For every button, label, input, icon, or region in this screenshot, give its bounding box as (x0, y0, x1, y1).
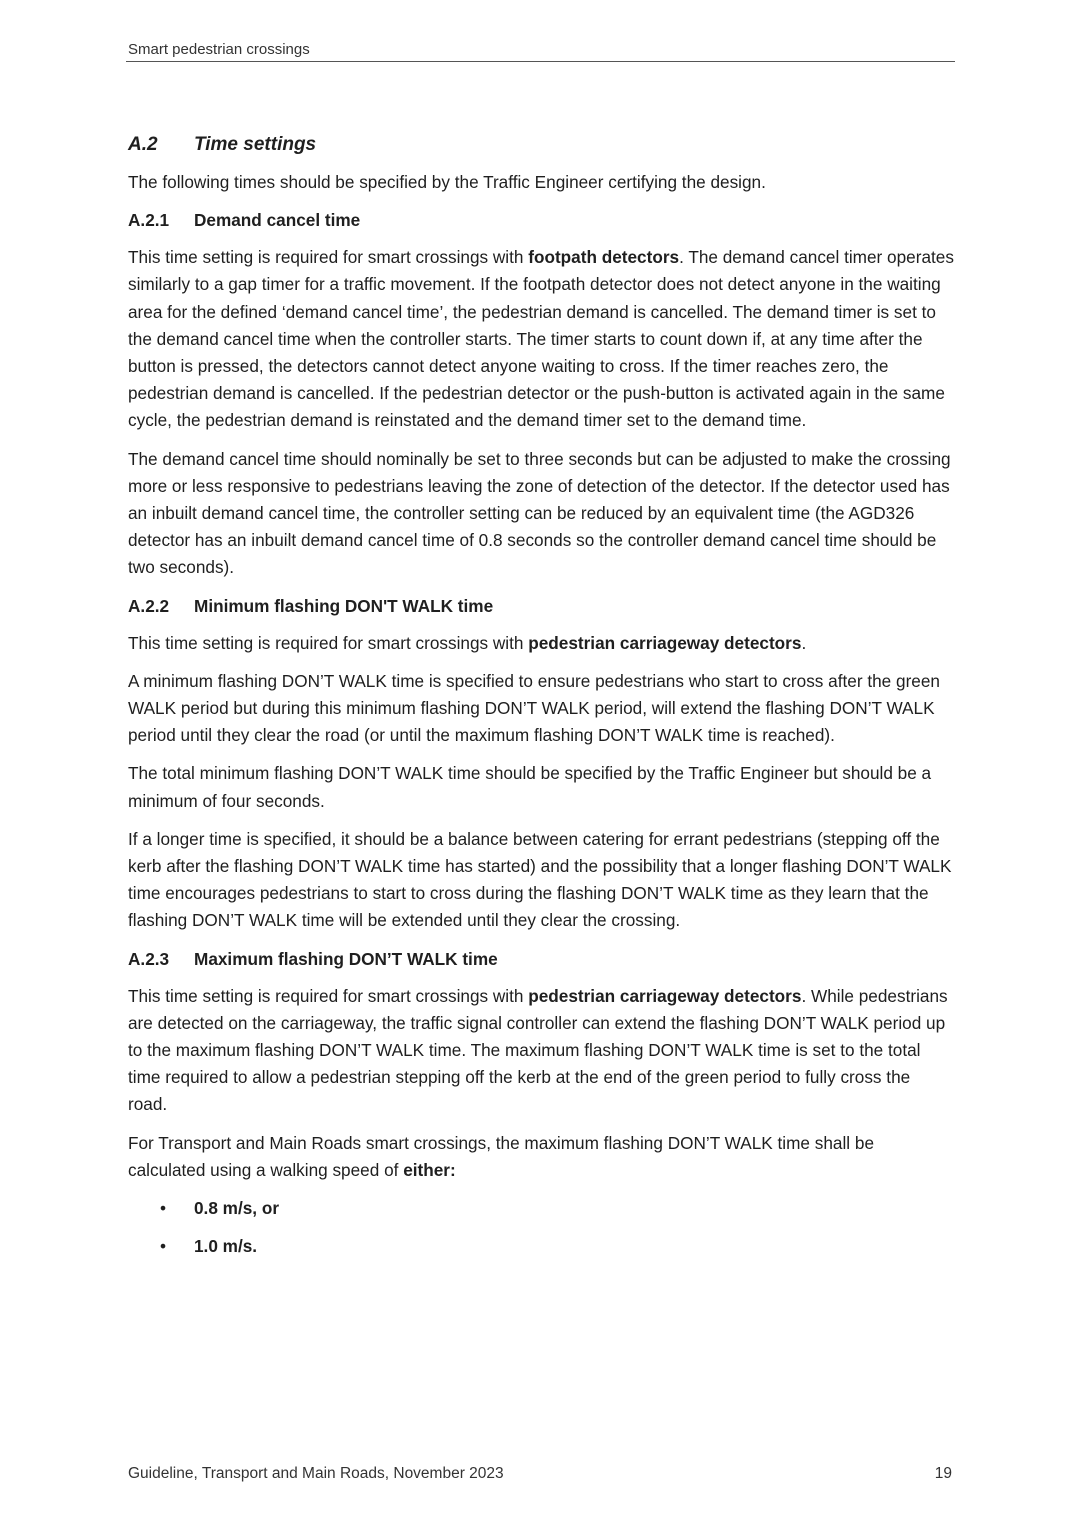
list-item (128, 1233, 954, 1260)
text-run: This time setting is required for smart crossings with (128, 632, 529, 653)
text-run: This time setting is required for smart crossings with (128, 985, 529, 1006)
subsection-title: Minimum flashing DON'T WALK time (194, 595, 494, 616)
page-body (128, 131, 954, 1272)
section-title: Time settings (194, 134, 317, 155)
section-number: A.2 (128, 134, 158, 155)
section-intro: The following times should be specified by the Traffic Engineer certifying the design. (128, 172, 766, 192)
paragraph (128, 244, 954, 434)
subsection-title: Demand cancel time (194, 210, 361, 231)
text-run: . (801, 632, 807, 653)
bold-term: footpath detectors (528, 247, 680, 268)
subsection-number: A.2.3 (128, 948, 170, 969)
paragraph (128, 1130, 954, 1184)
subsection-number: A.2.2 (128, 595, 170, 616)
bold-term: pedestrian carriageway detectors (528, 985, 802, 1006)
text-run: For Transport and Main Roads smart crossings, the maximum flashing DON’T WALK time shall be calculated using a walking speed of (128, 1132, 875, 1180)
text-run: . While pedestrians are detected on the carriageway, the traffic signal controller can extend the flashing DON’T WALK period up to the maximum flashing DON’T WALK time. The maximum flashing DON’T WALK time is set to the total time required to allow a pedestrian stepping off the kerb at the end of the green period to fully cross the road. (128, 985, 948, 1115)
subsection-heading-max-flashing (128, 946, 954, 973)
paragraph: A minimum flashing DON’T WALK time is specified to ensure pedestrians who start to cross after the green WALK period but during this minimum flashing DON’T WALK period, will extend the flashing DON’T WALK period until they clear the road (or until the maximum flashing DON’T WALK time is reached). (128, 670, 940, 746)
bold-term: pedestrian carriageway detectors (528, 632, 802, 653)
subsection-heading-min-flashing (128, 593, 954, 620)
text-run: This time setting is required for smart crossings with (128, 247, 529, 268)
list-item (128, 1195, 954, 1222)
footer-publication: Guideline, Transport and Main Roads, November 2023 (128, 1465, 504, 1482)
paragraph (128, 630, 954, 657)
walking-speed-list (128, 1195, 954, 1260)
page-number: 19 (934, 1465, 952, 1482)
subsection-heading-demand-cancel (128, 207, 954, 234)
header-rule (126, 61, 955, 62)
section-heading (128, 131, 954, 159)
bullet-icon: • (160, 1236, 167, 1257)
subsection-title: Maximum flashing DON’T WALK time (194, 948, 498, 969)
list-item-text: 0.8 m/s, or (194, 1198, 280, 1219)
bullet-icon: • (160, 1198, 167, 1219)
bold-term: either: (403, 1159, 456, 1180)
paragraph (128, 983, 954, 1119)
text-run: . The demand cancel timer operates similarly to a gap timer for a traffic movement. If the footpath detector does not detect anyone in the waiting area for the defined ‘demand cancel time’, the pedestrian demand is cancelled. The demand timer is set to the demand cancel time when the controller starts. The timer starts to count down if, at any time after the button is pressed, the detectors cannot detect anyone waiting to cross. If the timer reaches zero, the pedestrian demand is cancelled. If the pedestrian detector or the push-button is activated again in the same cycle, the pedestrian demand is reinstated and the demand timer set to the demand time. (128, 247, 954, 431)
paragraph: If a longer time is specified, it should be a balance between catering for errant pedestrians (stepping off the kerb after the flashing DON’T WALK time has started) and the possibility that a longer flashing DON’T WALK time encourages pedestrians to start to cross during the flashing DON’T WALK time as they learn that the flashing DON’T WALK time will be extended until they clear the crossing. (128, 828, 952, 931)
list-item-text: 1.0 m/s. (194, 1236, 258, 1257)
running-header: Smart pedestrian crossings (128, 41, 310, 58)
subsection-number: A.2.1 (128, 210, 170, 231)
paragraph: The total minimum flashing DON’T WALK time should be specified by the Traffic Engineer but should be a minimum of four seconds. (128, 763, 932, 811)
paragraph: The demand cancel time should nominally be set to three seconds but can be adjusted to make the crossing more or less responsive to pedestrians leaving the zone of detection of the detector. If the detector used has an inbuilt demand cancel time, the controller setting can be reduced by an equivalent time (the AGD326 detector has an inbuilt demand cancel time of 0.8 seconds so the controller demand cancel time should be two seconds). (128, 448, 951, 578)
